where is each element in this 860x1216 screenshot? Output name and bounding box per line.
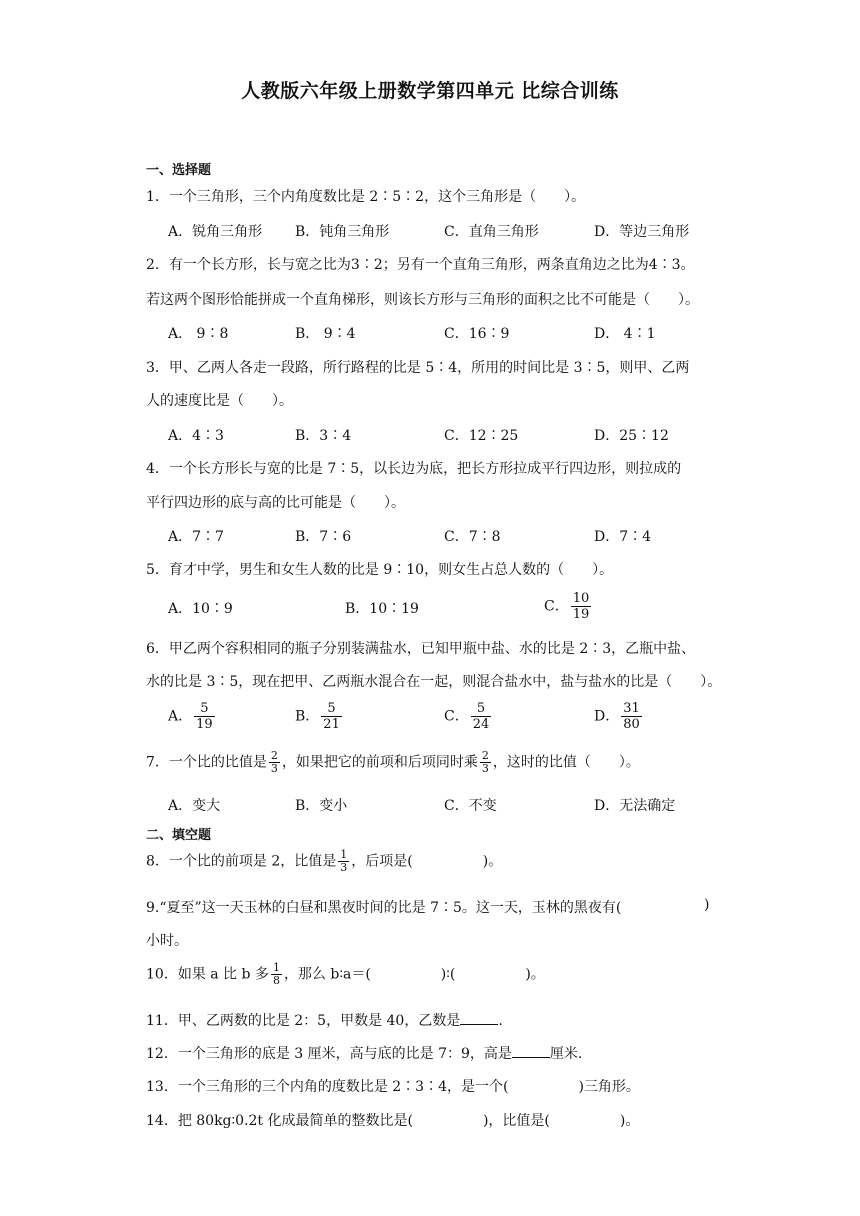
option-b-label: B．	[295, 708, 320, 725]
question-8-text-start: 8．一个比的前项是 2，比值是	[146, 853, 337, 870]
fraction-numerator: 10	[572, 591, 590, 606]
fraction	[269, 750, 280, 775]
fraction	[194, 701, 215, 732]
fraction-numerator: 5	[200, 701, 209, 716]
question-6-line-1: 6．甲乙两个容积相同的瓶子分别装满盐水，已知甲瓶中盐、水的比是 2∶3，乙瓶中盐、	[146, 641, 696, 657]
question-4-line-1: 4．一个长方形长与宽的比是 7∶5，以长边为底，把长方形拉成平行四边形，则拉成的	[146, 461, 682, 477]
fraction-denominator: 19	[196, 717, 213, 732]
option-a[interactable]: A．变大	[168, 798, 221, 814]
fraction-denominator: 80	[623, 717, 640, 732]
option-b[interactable]: B．7∶6	[295, 529, 352, 545]
fraction	[321, 701, 342, 732]
option-b[interactable]: B．10∶19	[345, 601, 419, 617]
question-5-text: 5．育才中学，男生和女生人数的比是 9∶10，则女生占总人数的（ ）。	[146, 562, 614, 578]
question-4-line-2: 平行四边形的底与高的比可能是（ ）。	[146, 495, 405, 511]
fraction	[571, 591, 592, 622]
question-3-line-1: 3．甲、乙两人各走一段路，所行路程的比是 5∶4，所用的时间比是 3∶5，则甲、乙两	[146, 360, 690, 376]
option-c[interactable]	[444, 701, 493, 732]
question-12-text-end: 厘米.	[549, 1046, 583, 1062]
option-b[interactable]: B． 9∶4	[295, 326, 356, 342]
fraction-numerator: 5	[476, 701, 486, 716]
option-a[interactable]: A．4∶3	[168, 428, 224, 444]
option-d[interactable]: D．无法确定	[594, 798, 676, 814]
question-2-line-2: 若这两个图形恰能拼成一个直角梯形，则该长方形与三角形的面积之比不可能是（ ）。	[146, 292, 699, 308]
option-c[interactable]: C．7∶8	[444, 529, 501, 545]
question-8-text	[146, 849, 502, 874]
fraction	[621, 701, 642, 732]
option-d[interactable]: D．25∶12	[594, 428, 669, 444]
fraction-numerator: 1	[340, 848, 348, 861]
fraction-numerator: 5	[327, 701, 336, 716]
question-11-text-end: .	[498, 1013, 503, 1029]
option-d-label: D．	[594, 708, 620, 725]
option-a[interactable]	[168, 701, 217, 732]
question-10-text-end: ，那么 b∶a＝( )∶( )。	[283, 966, 545, 983]
fraction-numerator: 2	[270, 749, 278, 762]
fraction-denominator: 21	[323, 717, 340, 732]
question-2-line-1: 2．有一个长方形，长与宽之比为3∶2；另有一个直角三角形，两条直角边之比为4∶3。	[146, 257, 695, 273]
option-a[interactable]: A．10∶9	[168, 601, 233, 617]
option-a[interactable]: A．锐角三角形	[168, 224, 263, 240]
fraction-numerator: 31	[623, 701, 640, 716]
section-heading-choice: 一、选择题	[146, 163, 212, 178]
option-b[interactable]: B．3∶4	[295, 428, 352, 444]
option-b[interactable]	[295, 701, 344, 732]
option-b[interactable]: B．变小	[295, 798, 348, 814]
question-9-line-1: 9.“夏至”这一天玉林的白昼和黑夜时间的比是 7∶5。这一天，玉林的黑夜有(	[146, 900, 622, 916]
answer-blank[interactable]	[512, 1043, 550, 1058]
question-1-text: 1．一个三角形，三个内角度数比是 2∶5∶2，这个三角形是（ ）。	[146, 189, 586, 205]
question-8-text-end: ，后项是( )。	[351, 853, 503, 870]
option-c-label: C．	[444, 708, 469, 725]
question-7-text-end: ，这时的比值（ ）。	[492, 754, 640, 771]
fraction-denominator: 3	[270, 762, 278, 775]
option-d[interactable]: D．等边三角形	[594, 224, 690, 240]
question-12-text-start: 12．一个三角形的底是 3 厘米，高与底的比是 7：9，高是	[146, 1046, 512, 1062]
option-b[interactable]: B．钝角三角形	[295, 224, 390, 240]
question-10-text	[146, 962, 545, 987]
fraction-denominator: 24	[472, 717, 490, 732]
option-c[interactable]: C．直角三角形	[444, 224, 539, 240]
fraction-denominator: 19	[572, 607, 590, 622]
section-heading-fill: 二、填空题	[146, 828, 212, 843]
option-c[interactable]	[544, 591, 593, 622]
question-6-line-2: 水的比是 3∶5，现在把甲、乙两瓶水混合在一起，则混合盐水中，盐与盐水的比是（ ）。	[146, 674, 722, 690]
question-3-line-2: 人的速度比是（ ）。	[146, 393, 293, 409]
answer-blank[interactable]	[460, 1010, 498, 1025]
option-a[interactable]: A． 9∶8	[168, 326, 229, 342]
question-12-text	[146, 1043, 582, 1063]
question-11-text	[146, 1010, 503, 1030]
fraction-denominator: 8	[272, 974, 280, 987]
option-d[interactable]: D． 4∶1	[594, 326, 656, 342]
option-c[interactable]: C．16∶9	[444, 326, 510, 342]
question-14-text: 14．把 80kg∶0.2t 化成最简单的整数比是( )，比值是( )。	[146, 1113, 640, 1129]
option-c[interactable]: C．不变	[444, 798, 497, 814]
question-7-text-start: 7．一个比的比值是	[146, 754, 267, 771]
fraction	[338, 849, 349, 874]
question-11-text-start: 11．甲、乙两数的比是 2：5，甲数是 40，乙数是	[146, 1013, 461, 1029]
option-a-label: A．	[168, 708, 193, 725]
option-d[interactable]	[594, 701, 644, 732]
fraction-numerator: 2	[481, 749, 489, 762]
page-title: 人教版六年级上册数学第四单元 比综合训练	[241, 80, 619, 102]
question-10-text-start: 10．如果 a 比 b 多	[146, 966, 269, 983]
question-7-text-middle: ，如果把它的前项和后项同时乘	[281, 754, 478, 771]
question-13-text: 13．一个三角形的三个内角的度数比是 2∶3∶4，是一个( )三角形。	[146, 1079, 640, 1095]
option-d[interactable]: D．7∶4	[594, 529, 652, 545]
option-c-label: C．	[544, 598, 569, 615]
question-9-line-2: 小时。	[146, 933, 188, 949]
question-9-line-1-end: )	[704, 897, 710, 913]
fraction	[271, 962, 282, 987]
fraction-numerator: 1	[272, 961, 280, 974]
fraction	[480, 750, 491, 775]
fraction-denominator: 3	[481, 762, 489, 775]
fraction	[471, 701, 492, 732]
fraction-denominator: 3	[340, 861, 348, 874]
option-c[interactable]: C．12∶25	[444, 428, 519, 444]
option-a[interactable]: A．7∶7	[168, 529, 224, 545]
question-7-text	[146, 750, 640, 775]
